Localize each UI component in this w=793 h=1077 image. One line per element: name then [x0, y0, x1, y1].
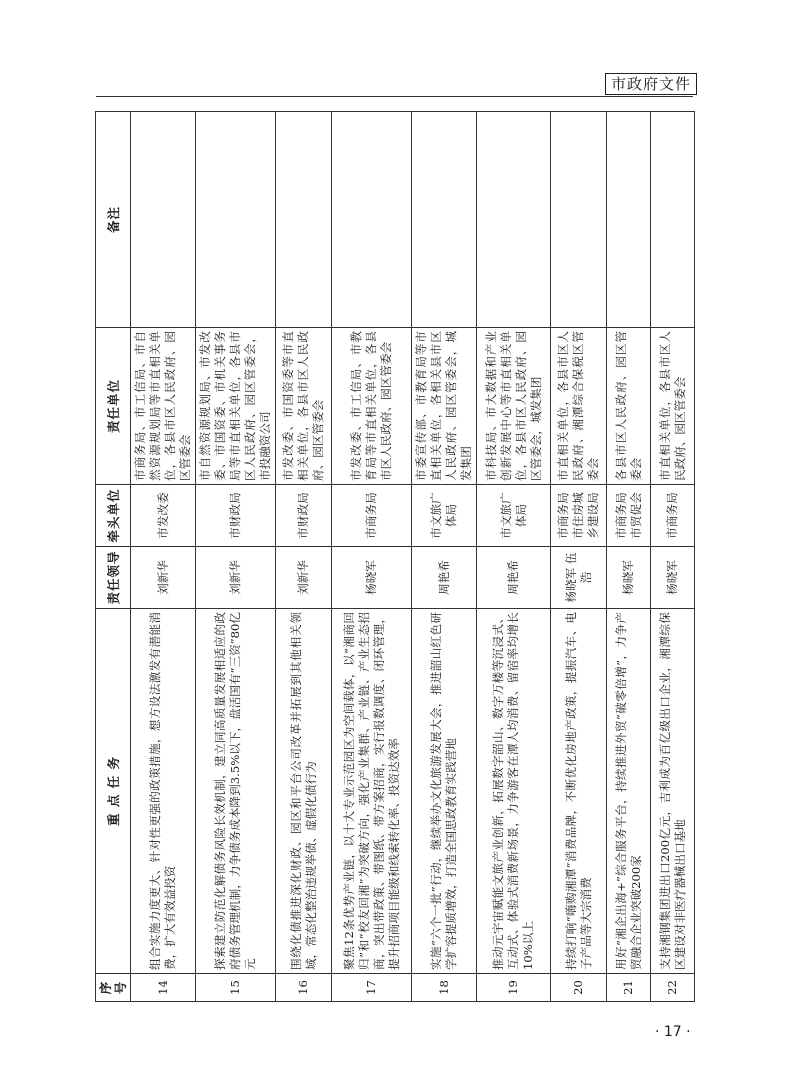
document-type-tag [605, 73, 697, 94]
header-rule [96, 96, 693, 97]
row-resp-unit: 市商务局、市工信局、市自然资源规划局等市直相关单位，各县市区人民政府、园区管委会 [131, 328, 196, 485]
col-header-note: 备注 [96, 112, 131, 328]
row-num: 21 [607, 974, 651, 1002]
table-header-row [96, 112, 131, 1002]
row-task: 持续打响“嗨购湘潭”消费品牌，不断优化房地产政策，提振汽车、电子产品等大宗消费 [551, 609, 607, 974]
row-lead-unit: 市商务局 [651, 485, 695, 547]
row-leader: 周艳希 [412, 547, 477, 609]
row-num: 16 [276, 974, 332, 1002]
row-lead-unit: 市财政局 [196, 485, 276, 547]
table-row [276, 112, 332, 1002]
table-row [477, 112, 551, 1002]
row-leader: 刘新华 [196, 547, 276, 609]
table-row [131, 112, 196, 1002]
row-lead-unit: 市商务局 [332, 485, 412, 547]
row-task: 支持湘钢集团进出口200亿元，吉利成为百亿级出口企业，湘潭综保区建设对非医疗器械出口基地 [651, 609, 695, 974]
table-row [332, 112, 412, 1002]
row-resp-unit: 市发改委、市工信局、市教育局等市直相关单位，各县市区人民政府、园区管委会 [332, 328, 412, 485]
row-num: 20 [551, 974, 607, 1002]
col-header-leader: 责任领导 [96, 547, 131, 609]
table-row [651, 112, 695, 1002]
row-leader: 杨晓军 [607, 547, 651, 609]
row-resp-unit: 市科技局、市大数据和产业创新发展中心等市直相关单位，各县市区人民政府、园区管委会，城发集团 [477, 328, 551, 485]
row-note [607, 112, 651, 328]
row-lead-unit: 市商务局 市贸促会 [607, 485, 651, 547]
row-task: 围绕化债推进深化财政、园区和平台公司改革并拓展到其他相关领域，常态化整治违规举债、虚假化债行为 [276, 609, 332, 974]
row-task: 推动元宇宙赋能文旅产业创新，拓展数字韶山、数字万楼等沉浸式、互动式、体验式消费新场景，力争游客在潭人均消费、留宿率均增长10%以上 [477, 609, 551, 974]
row-num: 15 [196, 974, 276, 1002]
row-task: 聚焦12条优势产业链，以十大专业示范园区为空间载体，以“湘商回归”和“校友回湘”为突破方向，强化产业集群、产业链、产业生态招商，突出带政策、带图纸、带方案招商，实行报数调度、闭环管理，提升招商项目能级和线索转化率、投资达效率 [332, 609, 412, 974]
row-num: 22 [651, 974, 695, 1002]
row-lead-unit: 市文旅广体局 [477, 485, 551, 547]
col-header-resp-unit: 责任单位 [96, 328, 131, 485]
row-resp-unit: 市直相关单位，各县市区人民政府、湘潭综合保税区管委会 [551, 328, 607, 485]
row-leader: 杨晓军 [651, 547, 695, 609]
row-lead-unit: 市文旅广体局 [412, 485, 477, 547]
row-leader: 周艳希 [477, 547, 551, 609]
row-lead-unit: 市发改委 [131, 485, 196, 547]
row-task: 用好“湘企出海+”综合服务平台，持续推进外贸“破零倍增”，力争产贸融合企业突破200家 [607, 609, 651, 974]
col-header-num: 序号 [96, 974, 131, 1002]
row-resp-unit: 市自然资源规划局、市发改委、市国资委、市机关事务局等市直相关单位，各县市区人民政府、园区管委会，市投融资公司 [196, 328, 276, 485]
row-num: 19 [477, 974, 551, 1002]
row-resp-unit: 市直相关单位，各县市区人民政府、园区管委会 [651, 328, 695, 485]
row-leader: 刘新华 [276, 547, 332, 609]
task-table [95, 111, 695, 1002]
task-table-container [95, 112, 687, 1002]
table-row [551, 112, 607, 1002]
document-type-label: 市政府文件 [605, 73, 697, 95]
row-resp-unit: 各县市区人民政府、园区管委会 [607, 328, 651, 485]
row-num: 17 [332, 974, 412, 1002]
row-note [196, 112, 276, 328]
row-task: 探索建立防范化解债务风险长效机制，建立同高质量发展相适应的政府债务管理机制，力争债务成本降到3.5%以下，盘活国有“三资”80亿元 [196, 609, 276, 974]
page-number: · 17 · [655, 1024, 691, 1040]
table-row [196, 112, 276, 1002]
col-header-lead-unit: 牵头单位 [96, 485, 131, 547]
row-note [332, 112, 412, 328]
row-num: 18 [412, 974, 477, 1002]
col-header-task: 重 点 任 务 [96, 609, 131, 974]
row-resp-unit: 市委宣传部、市教育局等市直相关单位，各相关县市区人民政府、园区管委会，城发集团 [412, 328, 477, 485]
row-task: 实施“六个一批”行动，继续举办文化旅游发展大会，推进韶山红色研学扩容提质增效，打造全国思政教育实践营地 [412, 609, 477, 974]
row-note [477, 112, 551, 328]
row-lead-unit: 市财政局 [276, 485, 332, 547]
row-resp-unit: 市发改委、市国资委等市直相关单位，各县市区人民政府、园区管委会 [276, 328, 332, 485]
row-num: 14 [131, 974, 196, 1002]
row-note [131, 112, 196, 328]
row-lead-unit: 市商务局 市住房城乡建设局 [551, 485, 607, 547]
row-note [551, 112, 607, 328]
row-task: 组合实施力度更大、针对性更强的政策措施，想方设法激发有潜能消费，扩大有效益投资 [131, 609, 196, 974]
row-leader: 杨晓军 [332, 547, 412, 609]
row-note [412, 112, 477, 328]
table-row [607, 112, 651, 1002]
row-leader: 杨晓军 伍浩 [551, 547, 607, 609]
row-note [276, 112, 332, 328]
row-note [651, 112, 695, 328]
table-row [412, 112, 477, 1002]
row-leader: 刘新华 [131, 547, 196, 609]
